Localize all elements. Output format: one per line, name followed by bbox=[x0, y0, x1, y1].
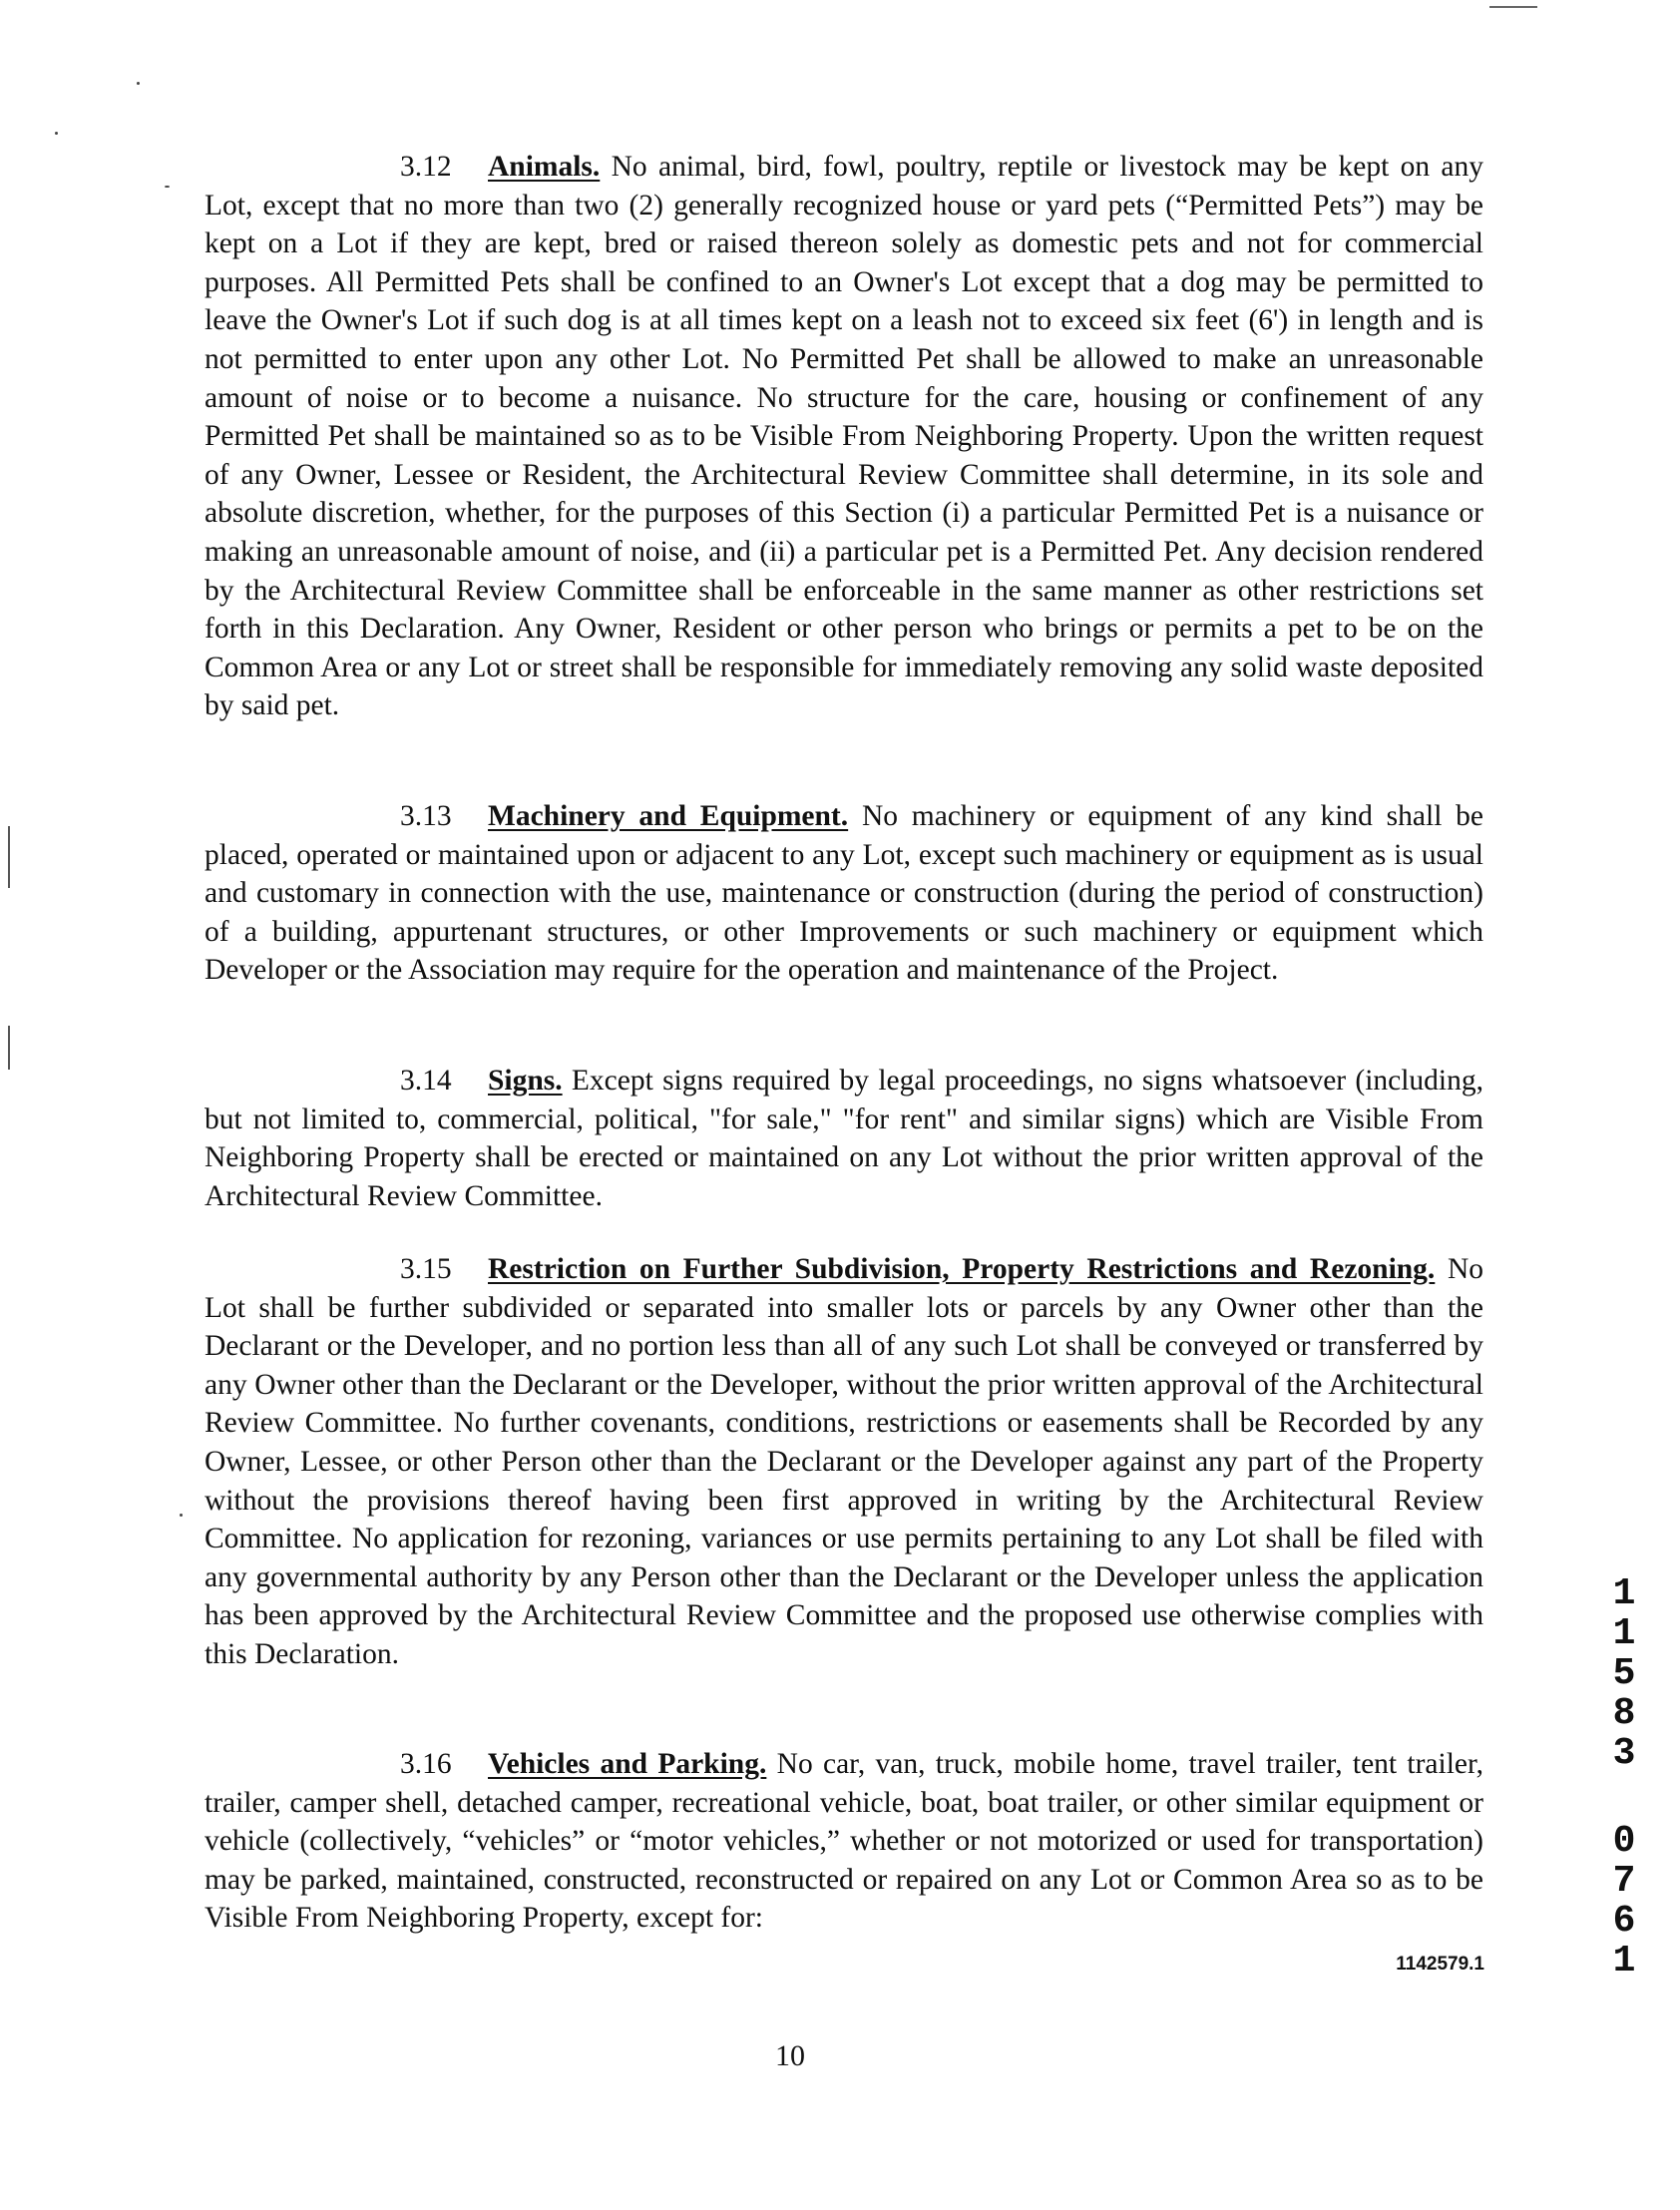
section-number: 3.12 bbox=[400, 151, 452, 183]
recording-digit: 7 bbox=[1612, 1860, 1636, 1903]
scan-artifact-speck bbox=[180, 1514, 183, 1517]
section-3-15 bbox=[205, 1250, 1483, 1674]
section-paragraph bbox=[205, 1250, 1483, 1674]
section-number: 3.14 bbox=[400, 1065, 452, 1097]
recording-digit: 5 bbox=[1612, 1652, 1636, 1695]
section-paragraph bbox=[205, 148, 1483, 725]
section-body: No animal, bird, fowl, poultry, reptile or livestock may be kept on any Lot, except that no more than two (2) generally recognized house or yard pets (“Permitted Pets”) may be kept on a Lot if they are kept, bred or raised thereon solely as domestic pets and not for commercial purposes. All Permitted Pets shall be confined to an Owner's Lot except that a dog may be permitted to leave the Owner's Lot if such dog is at all times kept on a leash not to exceed six feet (6') in length and is not permitted to enter upon any other Lot. No Permitted Pet shall be allowed to make an unreasonable amount of noise or to become a nuisance. No structure for the care, housing or confinement of any Permitted Pet shall be maintained so as to be Visible From Neighboring Property. Upon the written request of any Owner, Lessee or Resident, the Architectural Review Committee shall determine, in its sole and absolute discretion, whether, for the purposes of this Section (i) a particular Permitted Pet is a nuisance or making an unreasonable amount of noise, and (ii) a particular pet is a Permitted Pet. Any decision rendered by the Architectural Review Committee shall be enforceable in the same manner as other restrictions set forth in this Declaration. Any Owner, Resident or other person who brings or permits a pet to be on the Common Area or any Lot or street shall be responsible for immediately removing any solid waste deposited by said pet. bbox=[205, 151, 1483, 722]
section-title: Machinery and Equipment. bbox=[488, 800, 849, 832]
section-title: Animals. bbox=[488, 151, 601, 183]
document-id: 1142579.1 bbox=[1396, 1954, 1484, 1975]
section-body: No car, van, truck, mobile home, travel trailer, tent trailer, trailer, camper shell, detached camper, recreational vehicle, boat, boat trailer, or other similar equipment or vehicle (collectively, “vehicles” or “motor vehicles,” whether or not motorized or used for transportation) may be parked, maintained, constructed, reconstructed or repaired on any Lot or Common Area so as to be Visible From Neighboring Property, except for: bbox=[205, 1748, 1484, 1935]
recording-digit: 0 bbox=[1612, 1820, 1636, 1863]
section-3-13 bbox=[205, 797, 1483, 990]
section-number: 3.15 bbox=[400, 1253, 452, 1285]
recording-digit: 8 bbox=[1612, 1692, 1636, 1735]
section-paragraph bbox=[205, 1745, 1483, 1938]
section-number: 3.16 bbox=[400, 1748, 452, 1780]
section-paragraph bbox=[205, 1062, 1483, 1215]
recording-digit: 1 bbox=[1612, 1612, 1636, 1655]
recording-number-stamp bbox=[1604, 1574, 1644, 1982]
section-3-16 bbox=[205, 1745, 1483, 1938]
section-title: Restriction on Further Subdivision, Property Restrictions and Rezoning. bbox=[488, 1253, 1436, 1285]
recording-digit: 1 bbox=[1612, 1572, 1636, 1615]
section-3-14 bbox=[205, 1062, 1483, 1215]
page-number: 10 bbox=[775, 2039, 805, 2072]
recording-digit: 1 bbox=[1612, 1940, 1636, 1983]
scan-artifact-speck bbox=[55, 132, 58, 135]
section-body: No Lot shall be further subdivided or separated into smaller lots or parcels by any Owner other than the Declarant or the Developer, and no portion less than all of any such Lot shall be conveyed or transferred by any Owner other than the Declarant or the Developer, without the prior written approval of the Architectural Review Committee. No further covenants, conditions, restrictions or easements shall be Recorded by any Owner, Lessee, or other Person other than the Declarant or the Developer against any part of the Property without the provisions thereof having been first approved in writing by the Architectural Review Committee. No application for rezoning, variances or use permits pertaining to any Lot shall be filed with any governmental authority by any Person other than the Declarant or the Developer unless the application has been approved by the Architectural Review Committee and the proposed use otherwise complies with this Declaration. bbox=[205, 1253, 1483, 1670]
section-body: No machinery or equipment of any kind shall be placed, operated or maintained upon or adjacent to any Lot, except such machinery or equipment as is usual and customary in connection with the use, maintenance or construction (during the period of construction) of a building, appurtenant structures, or other Improvements or such machinery or equipment which Developer or the Association may require for the operation and maintenance of the Project. bbox=[205, 800, 1484, 987]
section-3-12 bbox=[205, 148, 1483, 725]
section-number: 3.13 bbox=[400, 800, 452, 832]
scan-artifact-speck bbox=[137, 82, 140, 85]
recording-digit: 6 bbox=[1612, 1900, 1636, 1943]
scan-artifact-rule bbox=[1489, 6, 1537, 8]
scan-artifact-speck bbox=[165, 186, 170, 188]
scan-artifact-margin-mark bbox=[8, 826, 10, 888]
recording-gap bbox=[1604, 1774, 1644, 1822]
section-title: Signs. bbox=[488, 1065, 563, 1097]
scan-artifact-margin-mark bbox=[8, 1026, 10, 1070]
recording-digit: 3 bbox=[1612, 1732, 1636, 1775]
section-title: Vehicles and Parking. bbox=[488, 1748, 767, 1780]
section-body: Except signs required by legal proceedings, no signs whatsoever (including, but not limited to, commercial, political, "for sale," "for rent" and similar signs) which are Visible From Neighboring Property shall be erected or maintained on any Lot without the prior written approval of the Architectural Review Committee. bbox=[205, 1065, 1484, 1212]
section-paragraph bbox=[205, 797, 1483, 990]
